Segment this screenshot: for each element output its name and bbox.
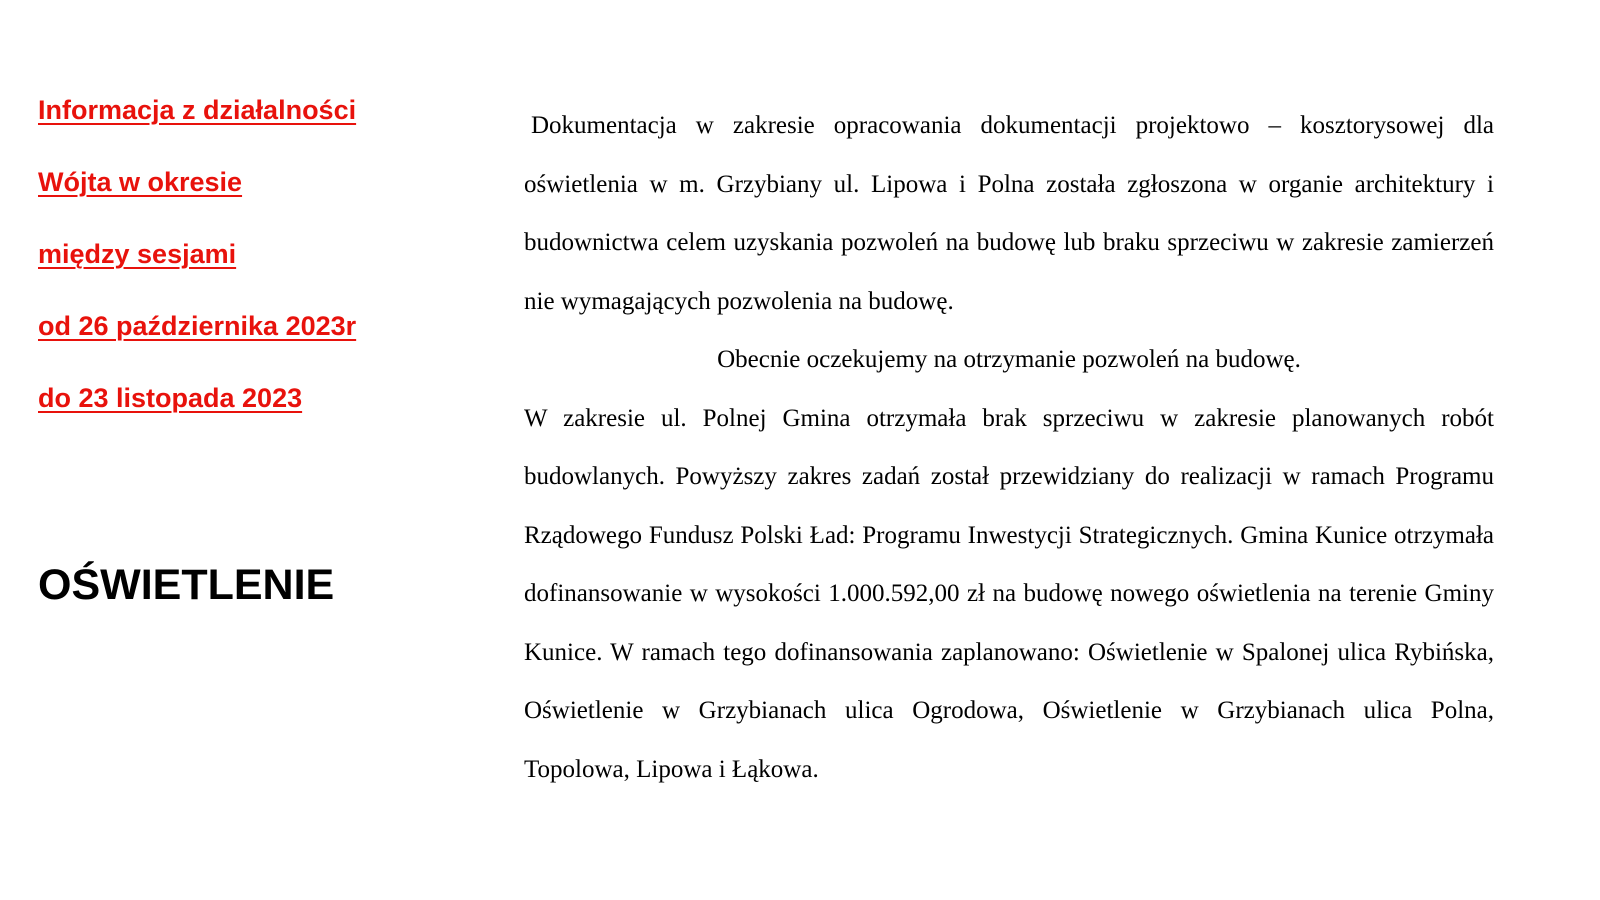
section-title: OŚWIETLENIE	[38, 561, 335, 609]
header-line-3: między sesjami	[38, 239, 237, 269]
header-line-2: Wójta w okresie	[38, 167, 243, 197]
paragraph-3: W zakresie ul. Polnej Gmina otrzymała brak sprzeciwu w zakresie planowanych robót budowlanych. Powyższy zakres zadań został przewidziany do realizacji w ramach Programu Rządowego Fundusz Polski Ład: Programu Inwestycji Strategicznych. Gmina Kunice otrzymała dofinansowanie w wysokości 1.000.592,00 zł na budowę nowego oświetlenia na terenie Gminy Kunice. W ramach tego dofinansowania zaplanowano: Oświetlenie w Spalonej ulica Rybińska, Oświetlenie w Grzybianach ulica Ogrodowa, Oświetlenie w Grzybianach ulica Polna, Topolowa, Lipowa i Łąkowa.	[524, 404, 1494, 783]
header-line-1: Informacja z działalności	[38, 95, 357, 125]
header-line-5: do 23 listopada 2023	[38, 383, 303, 413]
paragraph-2: Obecnie oczekujemy na otrzymanie pozwoleń na budowę.	[717, 346, 1301, 373]
header-line-4: od 26 października 2023r	[38, 311, 357, 341]
body-text	[524, 97, 1494, 799]
paragraph-1: Dokumentacja w zakresie opracowania dokumentacji projektowo – kosztorysowej dla oświetlenia w m. Grzybiany ul. Lipowa i Polna została zgłoszona w organie architektury i budownictwa celem uzyskania pozwoleń na budowę lub braku sprzeciwu w zakresie zamierzeń nie wymagających pozwolenia na budowę.	[524, 112, 1494, 315]
report-header	[38, 94, 478, 454]
